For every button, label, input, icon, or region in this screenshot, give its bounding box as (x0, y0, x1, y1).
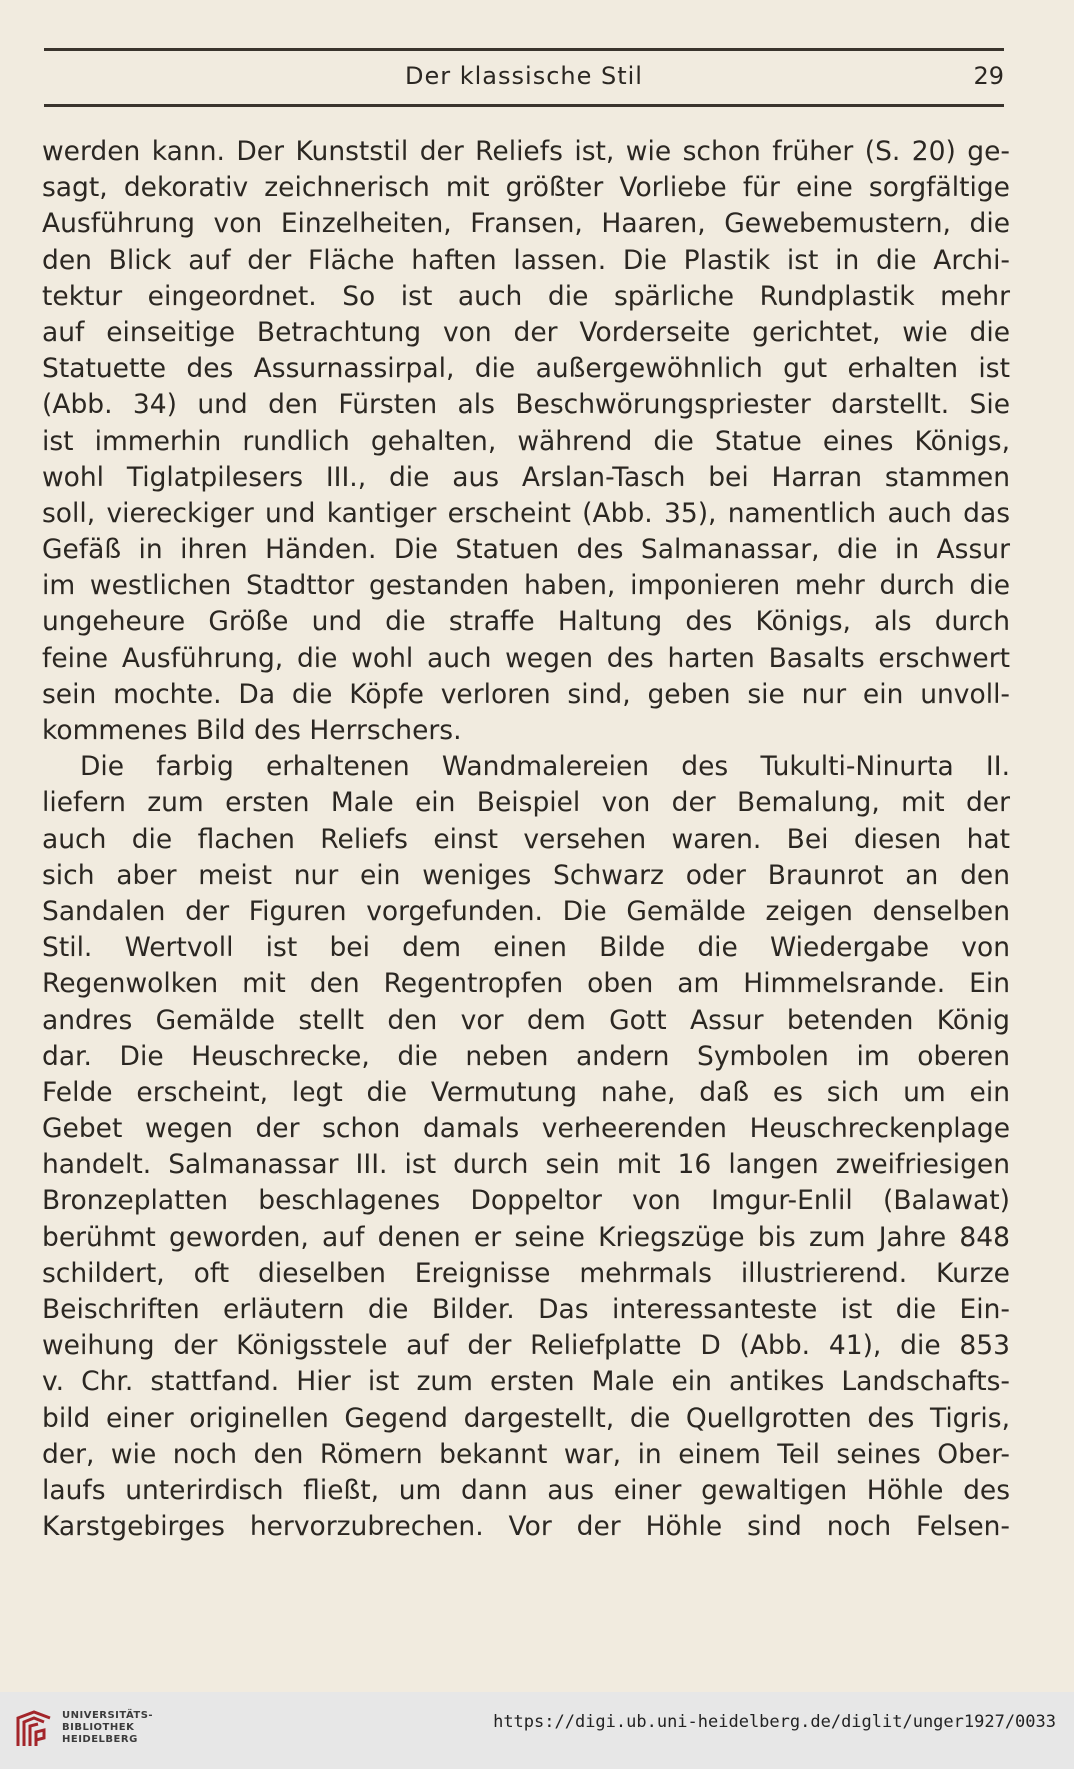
text-line: tektur eingeordnet. So ist auch die spärliche Rundplastik mehr (42, 280, 1010, 312)
text-line: Gefäß in ihren Händen. Die Statuen des Salmanassar, die in Assur (42, 534, 1010, 566)
text-line: wohl Tiglatpilesers III., die aus Arslan-Tasch bei Harran stammen (42, 461, 1010, 493)
page-number: 29 (973, 62, 1004, 90)
text-line: den Blick auf der Fläche haften lassen. Die Plastik ist in die Archi- (42, 244, 1010, 276)
text-line: bild einer originellen Gegend dargestellt, die Quellgrotten des Tigris, (42, 1402, 1010, 1434)
body-text (42, 134, 1010, 1545)
text-line: Ausführung von Einzelheiten, Fransen, Haaren, Gewebemustern, die (42, 208, 1010, 240)
text-line: liefern zum ersten Male ein Beispiel von der Bemalung, mit der (42, 787, 1010, 819)
header-rule-bottom (44, 104, 1004, 107)
text-line: Statuette des Assurnassirpal, die außergewöhnlich gut erhalten ist (42, 353, 1010, 385)
text-line: Karstgebirges hervorzubrechen. Vor der Höhle sind noch Felsen- (42, 1511, 1010, 1543)
text-line: im westlichen Stadttor gestanden haben, imponieren mehr durch die (42, 570, 1010, 602)
text-line: auch die flachen Reliefs einst versehen waren. Bei diesen hat (42, 823, 1010, 855)
text-line: Stil. Wertvoll ist bei dem einen Bilde die Wiedergabe von (42, 932, 1010, 964)
text-line: ist immerhin rundlich gehalten, während die Statue eines Königs, (42, 425, 1010, 457)
text-line: Regenwolken mit den Regentropfen oben am Himmelsrande. Ein (42, 968, 1010, 1000)
text-line: berühmt geworden, auf denen er seine Kriegszüge bis zum Jahre 848 (42, 1221, 1010, 1253)
text-line: v. Chr. stattfand. Hier ist zum ersten Male ein antikes Landschafts- (42, 1366, 1010, 1398)
library-name (62, 1710, 153, 1746)
text-line: handelt. Salmanassar III. ist durch sein mit 16 langen zweifriesigen (42, 1149, 1010, 1181)
text-line: schildert, oft dieselben Ereignisse mehrmals illustrierend. Kurze (42, 1257, 1010, 1289)
text-line: auf einseitige Betrachtung von der Vorderseite gerichtet, wie die (42, 316, 1010, 348)
text-line: weihung der Königsstele auf der Reliefplatte D (Abb. 41), die 853 (42, 1330, 1010, 1362)
text-line: ungeheure Größe und die straffe Haltung des Königs, als durch (42, 606, 1010, 638)
library-name-line1: UNIVERSITÄTS- (62, 1710, 154, 1721)
text-line: kommenes Bild des Herrschers. (42, 715, 462, 746)
library-name-line3: HEIDELBERG (62, 1734, 138, 1745)
text-line: soll, viereckiger und kantiger erscheint (Abb. 35), namentlich auch das (42, 497, 1010, 529)
text-line: werden kann. Der Kunststil der Reliefs ist, wie schon früher (S. 20) ge- (42, 136, 1010, 167)
text-line: sagt, dekorativ zeichnerisch mit größter Vorliebe für eine sorgfältige (42, 172, 1010, 204)
library-logo-icon (12, 1708, 56, 1752)
running-header (44, 48, 1004, 90)
header-rule-top (44, 48, 1004, 51)
text-line: sein mochte. Da die Köpfe verloren sind, geben sie nur ein unvoll- (42, 678, 1010, 710)
text-line: Felde erscheint, legt die Vermutung nahe, daß es sich um ein (42, 1076, 1010, 1108)
library-name-line2: BIBLIOTHEK (62, 1722, 135, 1733)
text-line: Beischriften erläutern die Bilder. Das interessanteste ist die Ein- (42, 1294, 1010, 1325)
text-line: Sandalen der Figuren vorgefunden. Die Gemälde zeigen denselben (42, 895, 1010, 927)
text-line: dar. Die Heuschrecke, die neben andern Symbolen im oberen (42, 1040, 1010, 1072)
text-line: Die farbig erhaltenen Wandmalereien des Tukulti-Ninurta II. (80, 751, 1010, 783)
text-line: Gebet wegen der schon damals verheerenden Heuschreckenplage (42, 1113, 1010, 1145)
source-url-link[interactable]: https://digi.ub.uni-heidelberg.de/diglit/unger1927/0033 (493, 1712, 1056, 1732)
text-line: sich aber meist nur ein weniges Schwarz oder Braunrot an den (42, 859, 1010, 891)
text-line: feine Ausführung, die wohl auch wegen des harten Basalts erschwert (42, 642, 1010, 674)
running-title: Der klassische Stil (405, 62, 643, 90)
text-line: (Abb. 34) und den Fürsten als Beschwörungspriester darstellt. Sie (42, 389, 1010, 421)
footer-bar (0, 1692, 1074, 1769)
text-line: laufs unterirdisch fließt, um dann aus einer gewaltigen Höhle des (42, 1474, 1010, 1506)
text-line: der, wie noch den Römern bekannt war, in einem Teil seines Ober- (42, 1438, 1010, 1470)
text-line: Bronzeplatten beschlagenes Doppeltor von Imgur-Enlil (Balawat) (42, 1185, 1010, 1217)
text-line: andres Gemälde stellt den vor dem Gott Assur betenden König (42, 1004, 1010, 1036)
